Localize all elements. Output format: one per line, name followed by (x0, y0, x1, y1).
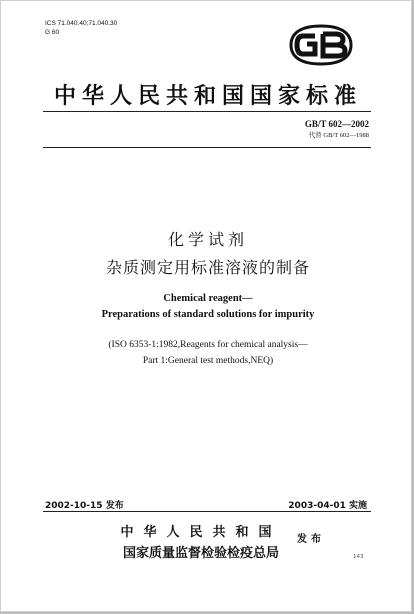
title-en (1, 291, 414, 323)
implementation-date: 2003-04-01 实施 (288, 501, 367, 511)
title-en-line1: Chemical reagent— (163, 293, 253, 304)
divider-standard (43, 147, 371, 148)
national-standard-title: 中华人民共和国国家标准 (53, 84, 362, 109)
classification-codes (45, 19, 117, 37)
standard-number: GB/T 602—2002 (304, 119, 369, 129)
title-en-line2: Preparations of standard solutions for impurity (101, 309, 315, 320)
iso-reference-line2: Part 1:General test methods,NEQ) (142, 356, 274, 366)
title-cn-line1: 化学试剂 (167, 230, 248, 249)
page-number: 143 (353, 554, 364, 560)
standard-number-block (305, 119, 369, 139)
ics-code: ICS 71.040.40;71.040.30 (45, 20, 118, 27)
title-cn-line2: 杂质测定用标准溶液的制备 (105, 258, 310, 277)
publish-label: 发布 (297, 534, 325, 545)
ccs-code: G 60 (45, 29, 60, 36)
divider-top (43, 111, 371, 112)
divider-bottom (43, 511, 371, 512)
issuer-block (101, 521, 301, 561)
issue-date: 2002-10-15 发布 (45, 501, 124, 511)
issuer-line2: 国家质量监督检验检疫总局 (122, 546, 279, 561)
issuer-line1: 中华人民共和国 (120, 525, 282, 540)
iso-reference (1, 337, 414, 369)
gb-logo (285, 23, 357, 67)
replaces-standard: 代替 GB/T 602—1988 (308, 132, 369, 139)
iso-reference-line1: (ISO 6353-1:1982,Reagents for chemical analysis— (108, 340, 308, 350)
